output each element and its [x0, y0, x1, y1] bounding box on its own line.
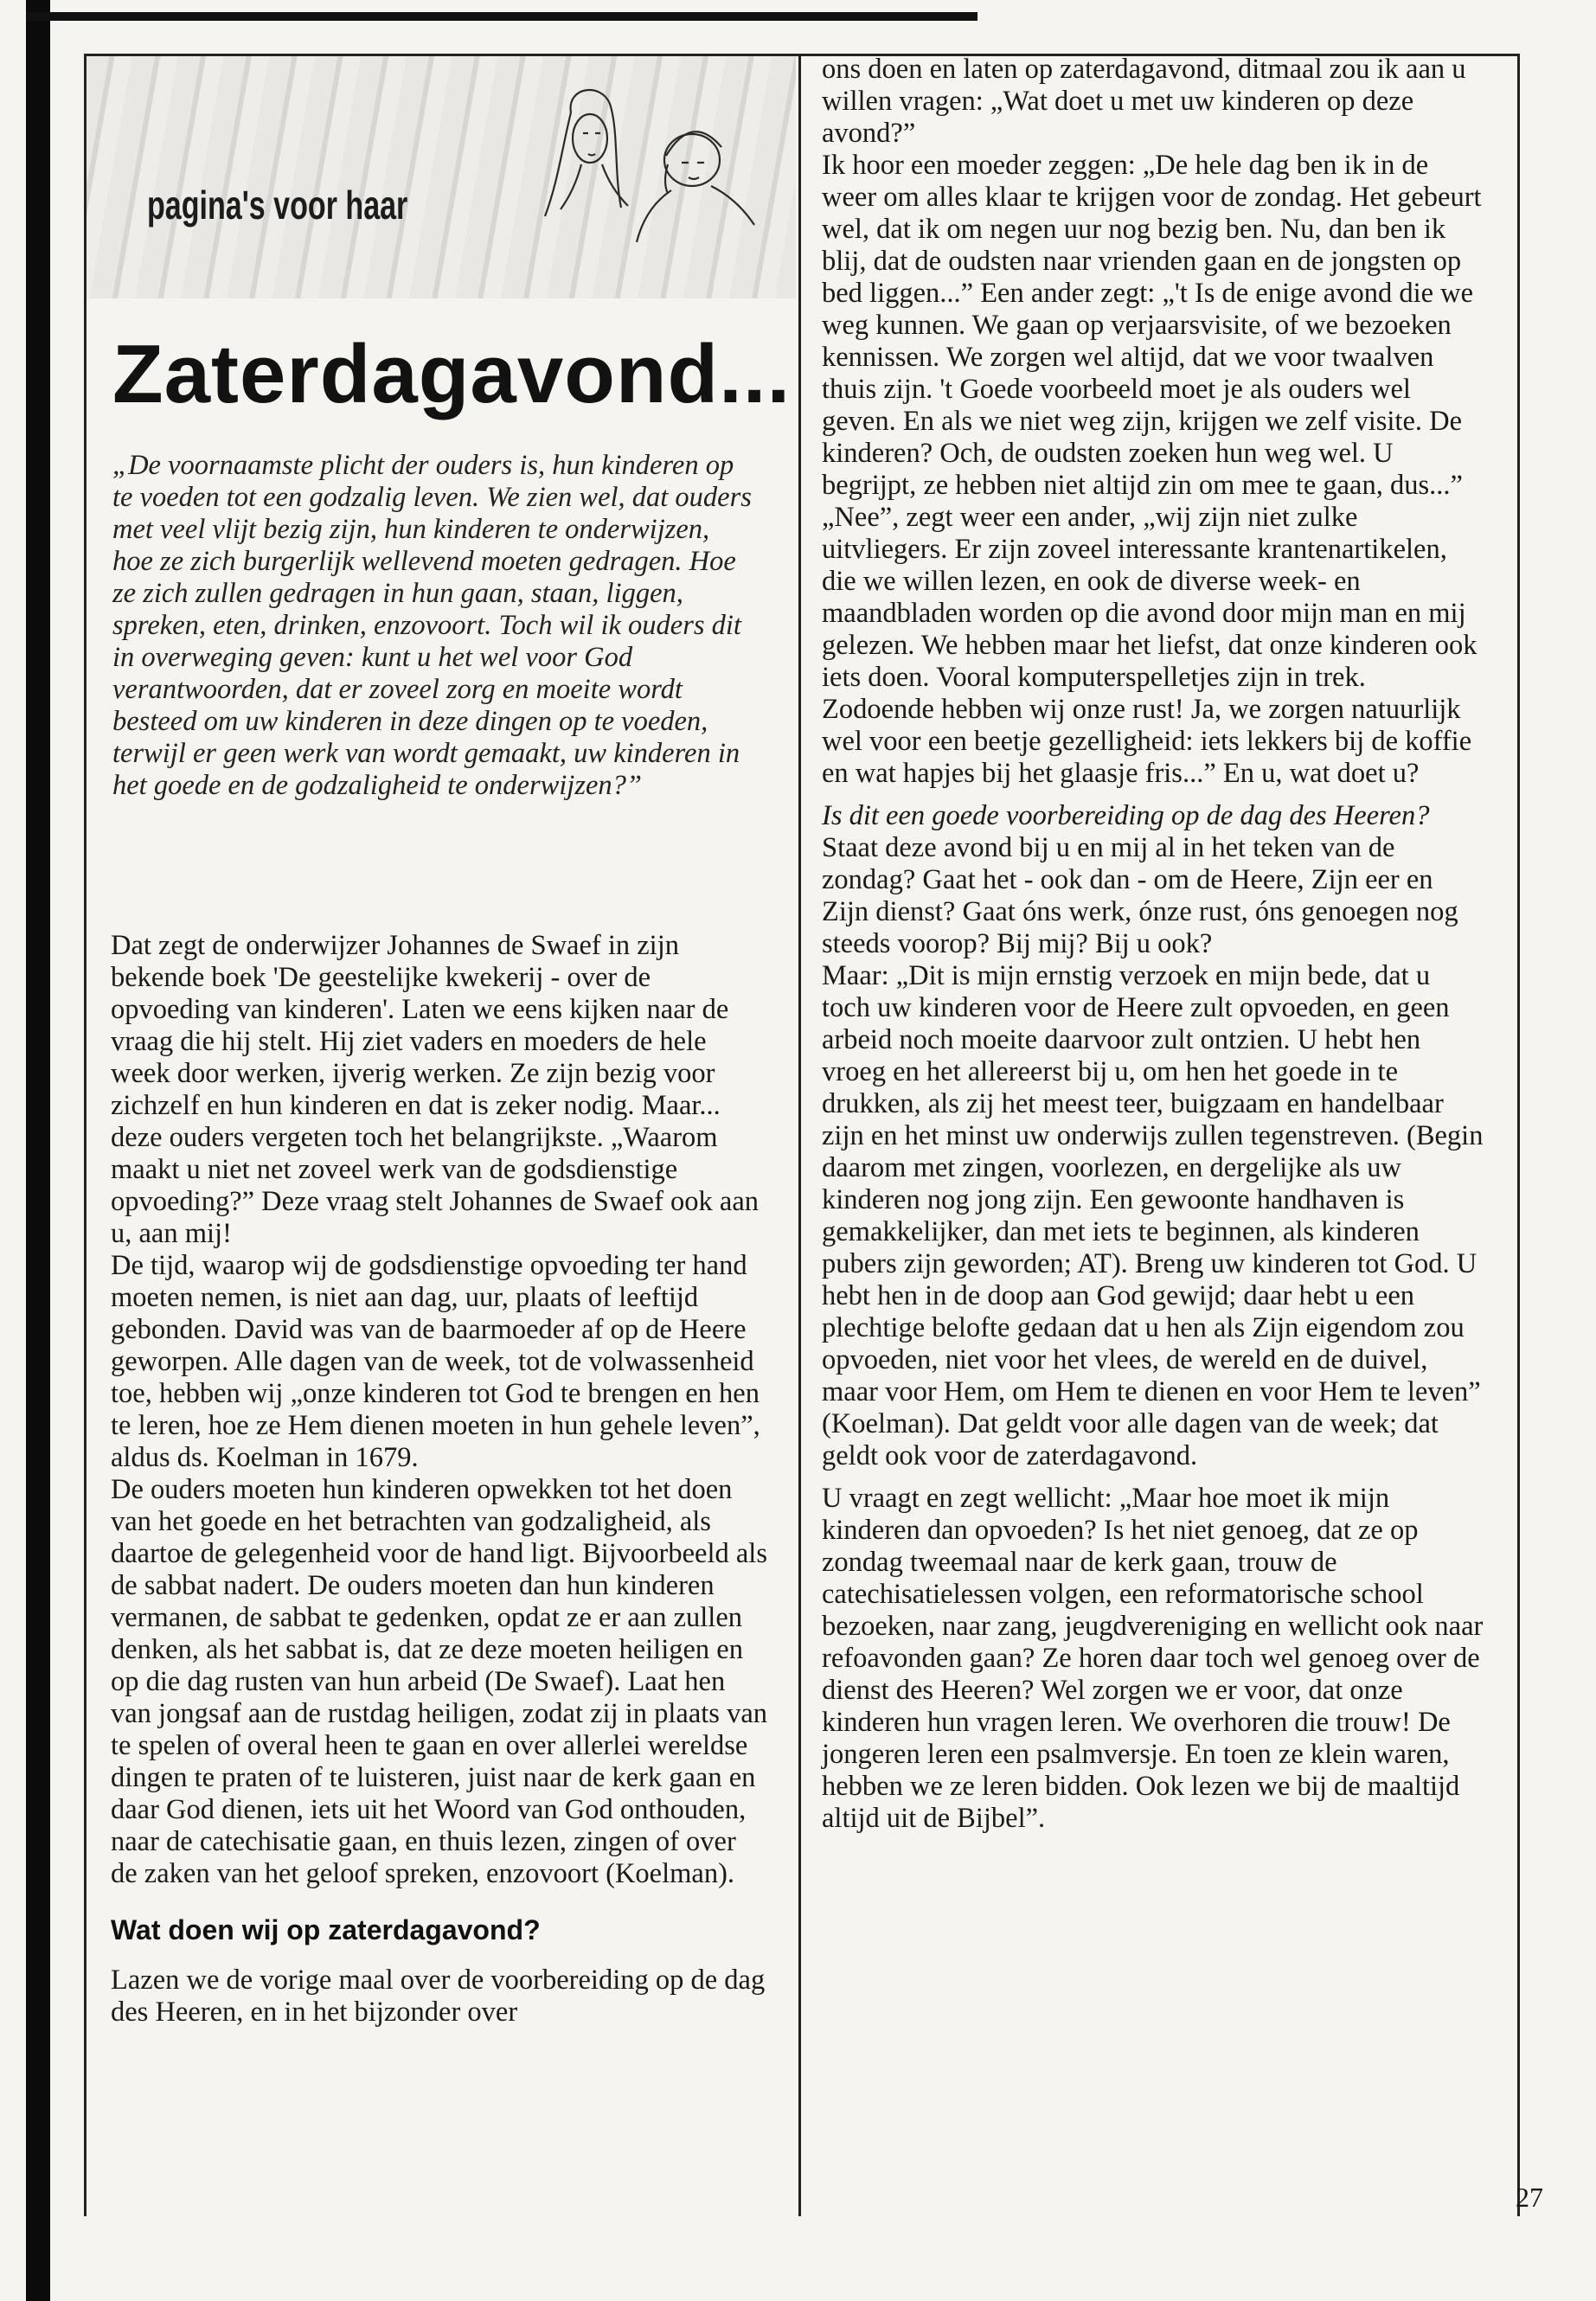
right-paragraph-5: Maar: „Dit is mijn ernstig verzoek en mijn bede, dat u toch uw kinderen voor de Heere zult opvoeden, en geen arbeid noch moeite daarvoor zult ontzien. U hebt hen vroeg en het allereerst bij u, om hen het goede in te drukken, als zij het meest teer, buigzaam en handelbaar zijn en het minst uw onderwijs zullen tegenstreven. (Begin daarom met zingen, voorlezen, en dergelijke als uw kinderen nog jong zijn. Een gewoonte handhaven is gemakkelijker, dan met iets te beginnen, als kinderen pubers zijn geworden; AT). Breng uw kinderen tot God. U hebt hen in de doop aan God gewijd; daar hebt u een plechtige belofte gedaan dat u hen als Zijn eigendom zou opvoeden, niet voor het vlees, de wereld en de duivel, maar voor Hem, om Hem te dienen en voor Hem te leven” (Koelman). Dat geldt voor alle dagen van de week; dat geldt ook voor de zaterdagavond.	[822, 960, 1484, 1471]
page-number: 27	[1516, 2182, 1543, 2213]
question-italic: Is dit een goede voorbereiding op de dag des Heeren?	[822, 800, 1430, 831]
left-paragraph-1: Dat zegt de onderwijzer Johannes de Swaef in zijn bekende boek 'De geestelijke kwekerij - over de opvoeding van kinderen'. Laten we eens kijken naar de vraag die hij stelt. Hij ziet vaders en moeders de hele week door werken, ijverig werken. Ze zijn bezig voor zichzelf en hun kinderen en dat is zeker nodig. Maar... deze ouders vergeten toch het belangrijkste. „Waarom maakt u niet net zoveel werk van de godsdienstige opvoeding?” Deze vraag stelt Johannes de Swaef ook aan u, aan mij!	[111, 930, 760, 1249]
section-subheading: Wat doen wij op zaterdagavond?	[111, 1914, 541, 1945]
left-paragraph-4: Lazen we de vorige maal over de voorbereiding op de dag des Heeren, en in het bijzonder over	[111, 1965, 766, 2028]
left-paragraph-2: De tijd, waarop wij de godsdienstige opvoeding ter hand moeten nemen, is niet aan dag, uur, plaats of leeftijd gebonden. David was van de baarmoeder af op de Heere geworpen. Alle dagen van de week, tot de volwassenheid toe, hebben wij „onze kinderen tot God te brengen en hen te leren, hoe ze Hem dienen moeten in hun gehele leven”, aldus ds. Koelman in 1679.	[111, 1250, 760, 1473]
right-paragraph-2: Ik hoor een moeder zeggen: „De hele dag ben ik in de weer om alles klaar te krijgen voor de zondag. Het gebeurt wel, dat ik om negen uur nog bezig ben. Nu, dan ben ik blij, dat de oudsten naar vrienden gaan en de jongsten op bed liggen...” Een ander zegt: „'t Is de enige avond die we weg kunnen. We gaan op verjaarsvisite, of we bezoeken kennissen. We zorgen wel altijd, dat we voor twaalven thuis zijn. 't Goede voorbeeld moet je als ouders wel geven. En als we niet weg zijn, krijgen we zelf visite. De kinderen? Och, de oudsten zoeken hun weg wel. U begrijpt, ze hebben niet altijd zin om mee te gaan, dus...”	[822, 150, 1482, 501]
article-headline: Zaterdagavond...	[112, 328, 792, 420]
right-paragraph-6: U vraagt en zegt wellicht: „Maar hoe moet ik mijn kinderen dan opvoeden? Is het niet genoeg, dat ze op zondag tweemaal naar de kerk gaan, trouw de catechisatielessen volgen, een reformatorische school bezoeken, naar zang, jeugdvereniging en wellicht ook naar refoavonden gaan? Ze horen daar toch wel genoeg over de dienst des Heeren? Wel zorgen we er voor, dat onze kinderen hun vragen leren. We overhoren die trouw! De jongeren leren een psalmversje. En toen ze klein waren, hebben we ze leren bidden. Ook lezen we bij de maaltijd altijd uit de Bijbel”.	[822, 1483, 1484, 1834]
right-paragraph-3: „Nee”, zegt weer een ander, „wij zijn niet zulke uitvliegers. Er zijn zoveel interessante krantenartikelen, die we willen lezen, en ook de diverse week- en maandbladen worden op die avond door mijn man en mij gelezen. We hebben maar het liefst, dat onze kinderen ook iets doen. Vooral komputerspelletjes zijn in trek. Zodoende hebben wij onze rust! Ja, we zorgen natuurlijk wel voor een beetje gezelligheid: iets lekkers bij de koffie en wat hapjes bij het glaasje fris...” En u, wat doet u?	[822, 502, 1477, 789]
section-label: pagina's voor haar	[147, 183, 408, 228]
top-rule	[26, 12, 977, 21]
intro-quote: „De voornaamste plicht der ouders is, hun kinderen op te voeden tot een godzalig leven. We zien wel, dat ouders met veel vlijt bezig zijn, hun kinderen te onderwijzen, hoe ze zich burgerlijk wellevend moeten gedragen. Hoe ze zich zullen gedragen in hun gaan, staan, liggen, spreken, eten, drinken, enzovoort. Toch wil ik ouders dit in overweging geven: kunt u het wel voor God verantwoorden, dat er zoveel zorg en moeite wordt besteed om uw kinderen in deze dingen op te voeden, terwijl er geen werk van wordt gemaakt, uw kinderen in het goede en de godzaligheid te onderwijzen?”	[112, 450, 752, 801]
right-column	[822, 54, 1484, 1835]
left-paragraph-3: De ouders moeten hun kinderen opwekken tot het doen van het goede en het betrachten van godzaligheid, als daartoe de gelegenheid voor de hand ligt. Bijvoorbeeld als de sabbat nadert. De ouders moeten dan hun kinderen vermanen, de sabbat te gedenken, opdat ze er aan zullen denken, als het sabbat is, dat ze deze moeten heiligen en op die dag rusten van hun arbeid (De Swaef). Laat hen van jongsaf aan de rustdag heiligen, zodat zij in plaats van te spelen of overal heen te gaan en over allerlei wereldse dingen te praten of te luisteren, juist naar de kerk gaan en daar God dienen, iets uit het Woord van God onthouden, naar de catechisatie gaan, en thuis lezen, zingen of over de zaken van het geloof spreken, enzovoort (Koelman).	[111, 1474, 767, 1889]
right-paragraph-4-rest: Staat deze avond bij u en mij al in het teken van de zondag? Gaat het - ook dan - om de Heere, Zijn eer en Zijn dienst? Gaat óns werk, ónze rust, óns genoegen nog steeds voorop? Bij mij? Bij u ook?	[822, 832, 1458, 959]
binding-edge	[26, 0, 50, 2301]
right-paragraph-4	[822, 800, 1484, 960]
column-divider	[798, 54, 801, 2216]
right-paragraph-1: ons doen en laten op zaterdagavond, ditmaal zou ik aan u willen vragen: „Wat doet u met uw kinderen op deze avond?”	[822, 54, 1466, 149]
women-sketch-illustration	[519, 78, 779, 251]
left-column	[111, 930, 768, 2029]
